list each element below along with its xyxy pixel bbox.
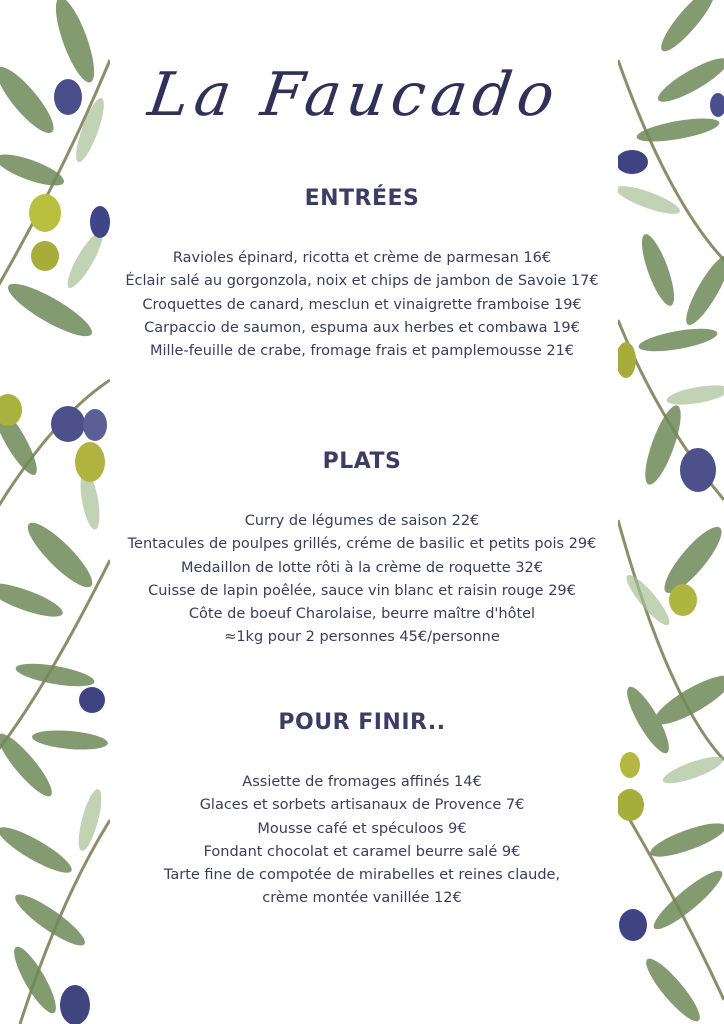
menu-items-list <box>110 510 614 650</box>
menu-item: Ravioles épinard, ricotta et crème de parmesan 16€ <box>172 250 552 266</box>
menu-item: Tentacules de poulpes grillés, créme de basilic et petits pois 29€ <box>127 536 597 553</box>
restaurant-name: La Faucado <box>144 60 565 131</box>
menu-item: Fondant chocolat et caramel beurre salé 9€ <box>203 843 521 860</box>
menu-section-plats <box>110 449 614 650</box>
menu-item: Mille-feuille de crabe, fromage frais et pamplemousse 21€ <box>149 343 575 360</box>
menu-item: Assiette de fromages affinés 14€ <box>242 774 482 790</box>
menu-section-desserts <box>110 710 614 911</box>
menu-item: ≈1kg pour 2 personnes 45€/personne <box>224 629 500 646</box>
menu-item: Glaces et sorbets artisanaux de Provence 7€ <box>199 797 525 814</box>
menu-section-entrees <box>110 186 614 363</box>
menu-item: Croquettes de canard, mesclun et vinaigrette framboise 19€ <box>142 296 582 313</box>
menu-item: Medaillon de lotte rôti à la crème de roquette 32€ <box>181 559 543 576</box>
menu-item: crème montée vanillée 12€ <box>262 890 462 907</box>
menu-item: Curry de légumes de saison 22€ <box>244 513 480 529</box>
menu-items-list <box>110 247 614 363</box>
restaurant-title-wrapper <box>0 18 724 173</box>
menu-item: Côte de boeuf Charolaise, beurre maître d'hôtel <box>188 606 536 623</box>
menu-item: Carpaccio de saumon, espuma aux herbes et combawa 19€ <box>144 319 580 336</box>
menu-item: Éclair salé au gorgonzola, noix et chips de jambon de Savoie 17€ <box>125 273 599 290</box>
section-title: PLATS <box>322 449 402 474</box>
section-title: ENTRÉES <box>304 186 420 211</box>
menu-items-list <box>110 771 614 911</box>
menu-item: Mousse café et spéculoos 9€ <box>257 820 467 837</box>
menu-item: Tarte fine de compotée de mirabelles et reines claude, <box>163 867 561 884</box>
section-title: POUR FINIR.. <box>278 710 446 735</box>
menu-item: Cuisse de lapin poêlée, sauce vin blanc et raisin rouge 29€ <box>148 582 576 599</box>
